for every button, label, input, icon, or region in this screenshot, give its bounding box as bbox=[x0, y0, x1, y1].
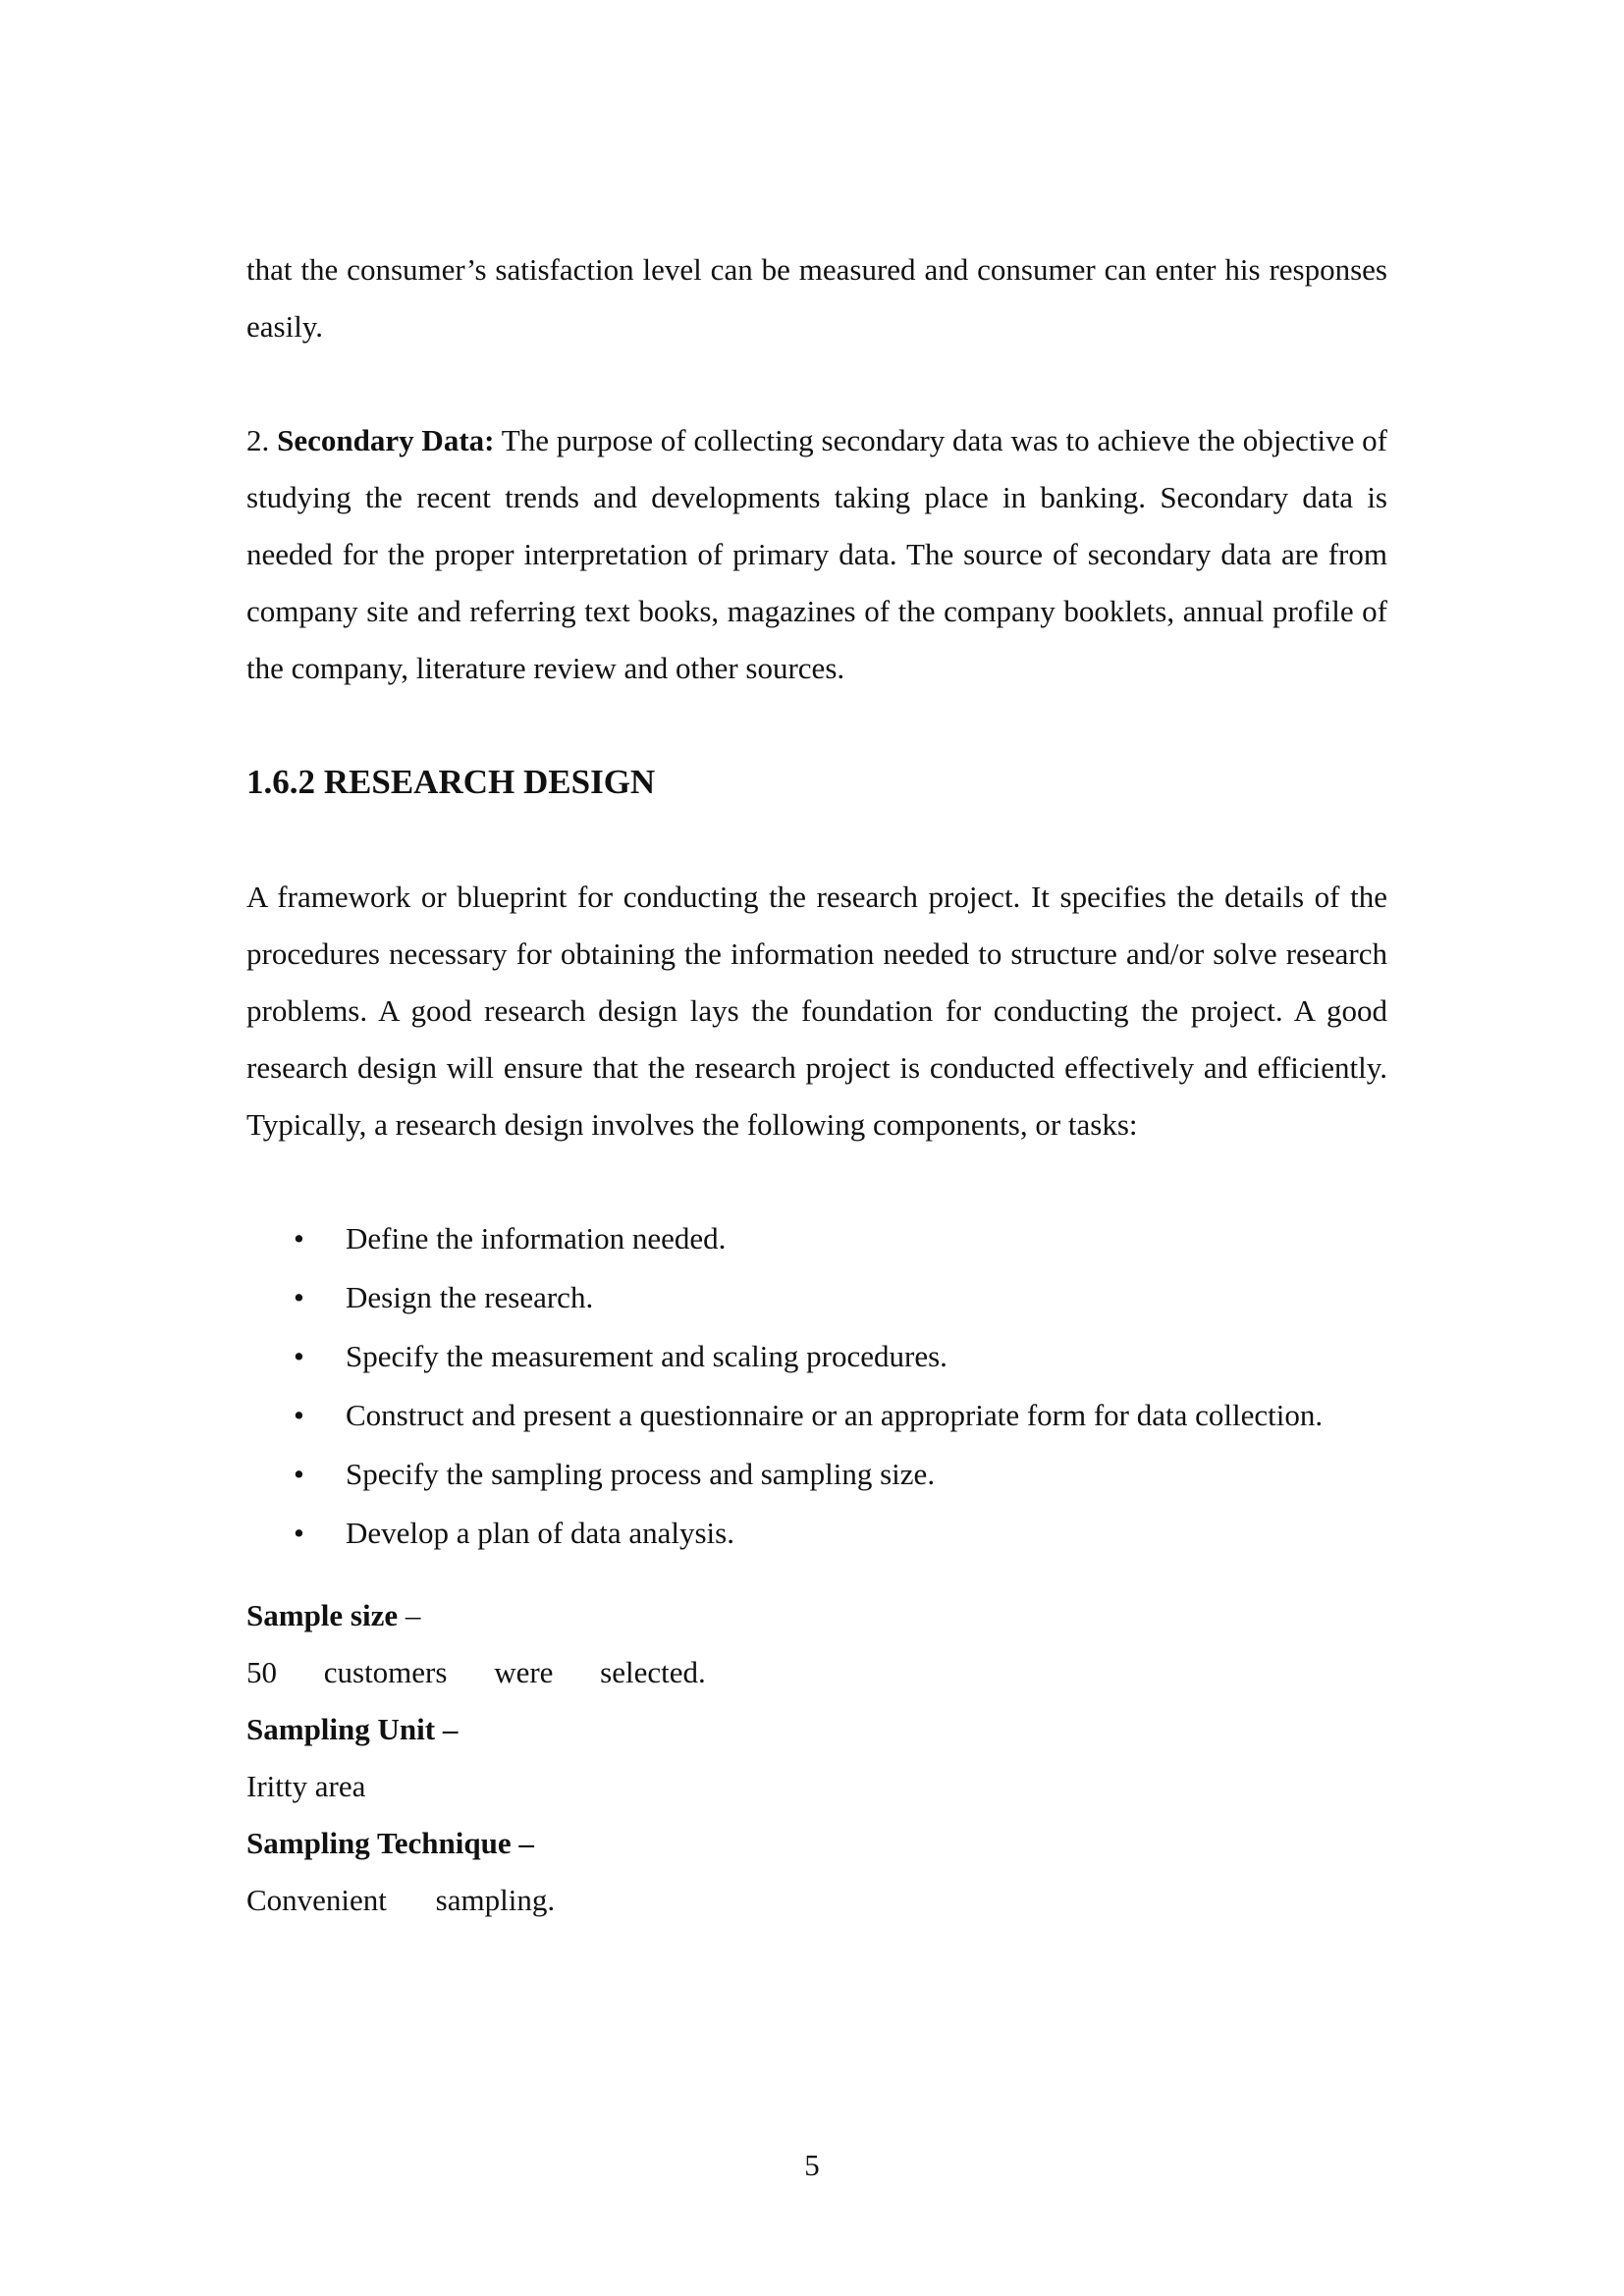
section-heading: 1.6.2 RESEARCH DESIGN bbox=[246, 763, 656, 801]
sampling-details bbox=[246, 1587, 1387, 1929]
sample-size-label-text: Sample size bbox=[246, 1598, 399, 1632]
list-item-text: Design the research. bbox=[346, 1280, 594, 1314]
list-number: 2. bbox=[246, 423, 270, 457]
list-item-text: Develop a plan of data analysis. bbox=[346, 1516, 734, 1550]
spacer bbox=[246, 355, 1387, 412]
list-item-text: Define the information needed. bbox=[346, 1221, 727, 1255]
task-list bbox=[246, 1210, 1387, 1562]
bullet-icon: • bbox=[294, 1221, 304, 1255]
list-item bbox=[246, 1446, 1387, 1503]
list-item-text: Construct and present a questionnaire or an appropriate form for data collection. bbox=[346, 1398, 1324, 1432]
bullet-icon: • bbox=[294, 1516, 304, 1550]
paragraph-secondary-data bbox=[246, 412, 1387, 697]
bullet-icon: • bbox=[294, 1457, 304, 1491]
sample-size-label bbox=[246, 1587, 1387, 1644]
list-item-text: Specify the sampling process and sampling size. bbox=[346, 1457, 936, 1491]
page-content bbox=[246, 241, 1387, 1929]
paragraph-primary-data-continuation: that the consumer’s satisfaction level can be measured and consumer can enter his responses easily. bbox=[246, 252, 1387, 344]
sampling-unit-label bbox=[246, 1701, 1387, 1758]
list-item bbox=[246, 1210, 1387, 1267]
list-item bbox=[246, 1269, 1387, 1326]
sampling-technique-label bbox=[246, 1815, 1387, 1872]
sampling-technique-value: Convenient sampling. bbox=[246, 1883, 556, 1917]
sample-size-value: 50 customers were selected. bbox=[246, 1655, 706, 1689]
sampling-technique-label-text: Sampling Technique – bbox=[246, 1826, 534, 1860]
list-item bbox=[246, 1387, 1387, 1444]
spacer bbox=[246, 811, 1387, 869]
sample-size-dash: – bbox=[398, 1598, 421, 1632]
list-item bbox=[246, 1328, 1387, 1385]
bullet-icon: • bbox=[294, 1398, 304, 1432]
secondary-data-label: Secondary Data: bbox=[277, 423, 495, 457]
sampling-unit-value: Iritty area bbox=[246, 1769, 366, 1803]
list-item bbox=[246, 1505, 1387, 1562]
paragraph-research-design: A framework or blueprint for conducting the research project. It specifies the details of the procedures necessary for obtaining the information needed to structure and/or solve research problems. A good research design lays the foundation for conducting the project. A good research design will ensure that the research project is conducted effectively and efficiently. Typically, a research design involves the following components, or tasks: bbox=[246, 880, 1387, 1142]
secondary-data-text: The purpose of collecting secondary data was to achieve the objective of studying the recent trends and developments taking place in banking. Secondary data is needed for the proper interpretation of primary data. The source of secondary data are from company site and referring text books, magazines of the company booklets, annual profile of the company, literature review and other sources. bbox=[246, 423, 1387, 685]
list-item-text: Specify the measurement and scaling procedures. bbox=[346, 1339, 947, 1373]
bullet-icon: • bbox=[294, 1280, 304, 1314]
page-number: 5 bbox=[804, 2148, 820, 2182]
sampling-unit-label-text: Sampling Unit – bbox=[246, 1712, 459, 1746]
bullet-icon: • bbox=[294, 1339, 304, 1373]
